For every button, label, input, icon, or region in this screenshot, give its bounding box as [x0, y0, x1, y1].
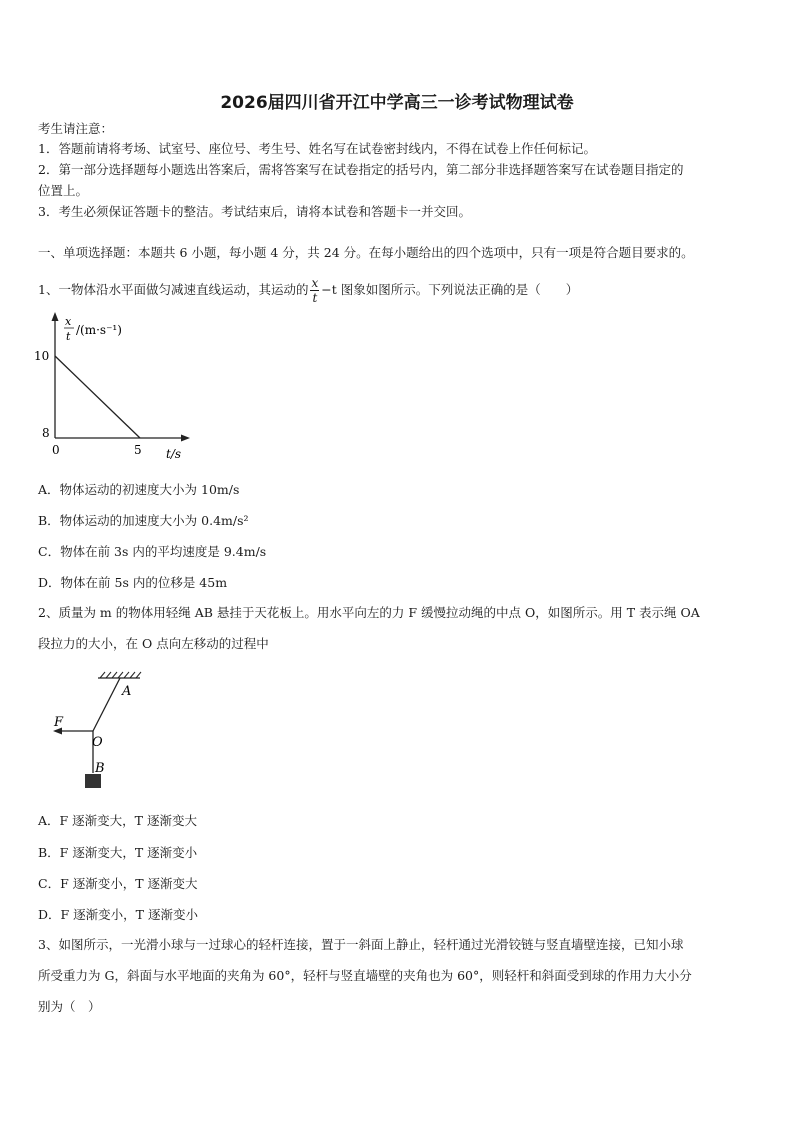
question-3-stem: 3、如图所示，一光滑小球与一过球心的轻杆连接，置于一斜面上静止，轻杆通过光滑铰链与竖直墙壁连接，已知小球 — [38, 937, 684, 952]
q2-option-d: D．F 逐渐变小，T 逐渐变小 — [38, 907, 198, 922]
hanging-mass — [85, 774, 101, 788]
page-title: 2026届四川省开江中学高三一诊考试物理试卷 — [220, 93, 574, 113]
question-1-stem — [38, 276, 578, 305]
label-f: F — [54, 715, 64, 730]
x-axis-label: t/s — [166, 447, 182, 461]
graph-line — [55, 356, 140, 438]
notice-item: 1．答题前请将考场、试室号、座位号、考生号、姓名写在试卷密封线内，不得在试卷上作任何标记。 — [38, 141, 596, 156]
question-3-stem: 所受重力为 G，斜面与水平地面的夹角为 60°，轻杆与竖直墙壁的夹角也为 60°，则轻杆和斜面受到球的作用力大小分 — [38, 968, 692, 983]
question-1-stem-text: −t 图象如图所示。下列说法正确的是（ ） — [321, 282, 579, 297]
section-heading: 一、单项选择题：本题共 6 小题，每小题 4 分，共 24 分。在每小题给出的四个选项中，只有一项是符合题目要求的。 — [38, 245, 694, 260]
notice-item: 3．考生必须保证答题卡的整洁。考试结束后，请将本试卷和答题卡一并交回。 — [38, 204, 471, 219]
ceiling-hatch — [100, 672, 141, 678]
y-tick-label: 8 — [42, 426, 50, 440]
x-tick-label: 5 — [134, 443, 142, 457]
y-axis-arrow — [52, 312, 59, 321]
x-axis-arrow — [181, 435, 190, 442]
y-label-numerator: x — [65, 315, 72, 328]
rope-oa — [93, 678, 120, 731]
q1-option-c: C．物体在前 3s 内的平均速度是 9.4m/s — [38, 544, 267, 559]
fraction-denominator: t — [312, 291, 318, 305]
q2-option-c: C．F 逐渐变小，T 逐渐变大 — [38, 876, 198, 891]
notice-item: 2．第一部分选择题每小题选出答案后，需将答案写在试卷指定的括号内，第二部分非选择题答案写在试卷题目指定的 — [38, 162, 684, 177]
fraction — [310, 276, 319, 305]
label-a: A — [122, 684, 132, 699]
question-3-stem: 别为（ ） — [38, 999, 101, 1014]
q2-option-a: A．F 逐渐变大，T 逐渐变大 — [38, 813, 197, 828]
notice-item: 位置上。 — [38, 183, 89, 198]
y-unit: /(m·s⁻¹) — [76, 323, 122, 337]
x-tick-label: 0 — [52, 443, 60, 457]
question-2-stem: 2、质量为 m 的物体用轻绳 AB 悬挂于天花板上。用水平向左的力 F 缓慢拉动绳的中点 O，如图所示。用 T 表示绳 OA — [38, 605, 700, 620]
question-1-stem-text: 1、一物体沿水平面做匀减速直线运动，其运动的 — [38, 282, 309, 297]
q2-option-b: B．F 逐渐变大，T 逐渐变小 — [38, 845, 198, 860]
label-b: B — [95, 761, 105, 776]
notice-heading: 考生请注意： — [38, 121, 114, 136]
label-o: O — [92, 735, 103, 750]
q1-option-d: D．物体在前 5s 内的位移是 45m — [38, 575, 228, 590]
q1-option-a: A．物体运动的初速度大小为 10m/s — [38, 482, 240, 497]
question-2-stem: 段拉力的大小，在 O 点向左移动的过程中 — [38, 636, 269, 651]
fraction-numerator: x — [311, 276, 319, 290]
q2-figure — [45, 668, 155, 800]
q1-graph — [28, 310, 208, 465]
q1-option-b: B．物体运动的加速度大小为 0.4m/s² — [38, 513, 249, 528]
y-label-denominator: t — [66, 330, 71, 343]
y-tick-label: 10 — [34, 349, 50, 363]
